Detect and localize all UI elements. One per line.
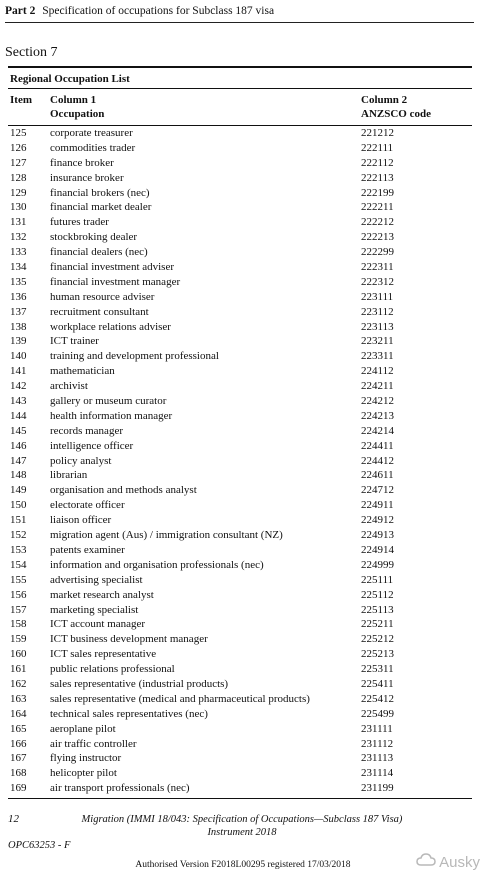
row-anzsco-code: 222113 bbox=[361, 171, 394, 184]
row-item-number: 155 bbox=[10, 573, 27, 586]
row-item-number: 127 bbox=[10, 156, 27, 169]
footer-divider bbox=[8, 798, 472, 799]
row-occupation: health information manager bbox=[50, 409, 173, 422]
table-row bbox=[8, 424, 472, 439]
row-occupation: market research analyst bbox=[50, 588, 154, 601]
row-occupation: ICT account manager bbox=[50, 618, 146, 631]
table-row bbox=[8, 156, 472, 171]
table-row bbox=[8, 677, 472, 692]
row-anzsco-code: 224214 bbox=[361, 424, 394, 437]
row-occupation: sales representative (medical and pharmaceutical products) bbox=[50, 692, 310, 705]
table-row bbox=[8, 632, 472, 647]
row-anzsco-code: 222211 bbox=[361, 201, 394, 214]
table-row bbox=[8, 260, 472, 275]
row-item-number: 165 bbox=[10, 722, 27, 735]
table-row bbox=[8, 334, 472, 349]
row-occupation: liaison officer bbox=[50, 514, 112, 527]
row-anzsco-code: 222111 bbox=[361, 141, 394, 154]
row-occupation: financial investment manager bbox=[50, 275, 181, 288]
footer-title-line-1: Migration (IMMI 18/043: Specification of Occupations—Subclass 187 Visa) bbox=[81, 814, 403, 825]
row-anzsco-code: 225311 bbox=[361, 663, 394, 676]
row-item-number: 138 bbox=[10, 320, 27, 333]
row-occupation: migration agent (Aus) / immigration consultant (NZ) bbox=[50, 529, 283, 542]
row-occupation: organisation and methods analyst bbox=[50, 484, 197, 497]
row-occupation: financial investment adviser bbox=[50, 261, 175, 274]
row-occupation: aeroplane pilot bbox=[50, 722, 116, 735]
row-item-number: 156 bbox=[10, 588, 27, 601]
row-occupation: recruitment consultant bbox=[50, 305, 149, 318]
row-occupation: intelligence officer bbox=[50, 439, 134, 452]
row-anzsco-code: 224611 bbox=[361, 469, 394, 482]
table-row bbox=[8, 215, 472, 230]
page-number: 12 bbox=[8, 813, 19, 825]
row-anzsco-code: 225412 bbox=[361, 692, 394, 705]
table-row bbox=[8, 349, 472, 364]
row-occupation: corporate treasurer bbox=[50, 127, 133, 139]
row-occupation: stockbroking dealer bbox=[50, 231, 138, 244]
row-item-number: 141 bbox=[10, 365, 27, 378]
table-row bbox=[8, 692, 472, 707]
table-row bbox=[8, 394, 472, 409]
row-anzsco-code: 231114 bbox=[361, 767, 394, 780]
row-item-number: 167 bbox=[10, 752, 27, 765]
row-occupation: commodities trader bbox=[50, 141, 136, 154]
row-occupation: marketing specialist bbox=[50, 603, 139, 616]
row-anzsco-code: 222199 bbox=[361, 186, 394, 199]
section-heading: Section 7 bbox=[5, 45, 58, 60]
row-occupation: flying instructor bbox=[50, 752, 122, 765]
row-occupation: workplace relations adviser bbox=[50, 320, 171, 333]
table-header-row bbox=[8, 89, 472, 108]
row-anzsco-code: 225111 bbox=[361, 573, 394, 586]
row-occupation: financial brokers (nec) bbox=[50, 186, 150, 199]
header-item: Item bbox=[10, 94, 32, 106]
row-anzsco-code: 225213 bbox=[361, 648, 394, 661]
row-occupation: technical sales representatives (nec) bbox=[50, 707, 208, 720]
row-anzsco-code: 224999 bbox=[361, 558, 394, 571]
row-anzsco-code: 224412 bbox=[361, 454, 394, 467]
row-item-number: 158 bbox=[10, 618, 27, 631]
row-item-number: 129 bbox=[10, 186, 27, 199]
table-row bbox=[8, 364, 472, 379]
table-row bbox=[8, 647, 472, 662]
row-occupation: financial market dealer bbox=[50, 201, 152, 214]
table-row bbox=[8, 468, 472, 483]
table-row bbox=[8, 409, 472, 424]
row-occupation: archivist bbox=[50, 380, 88, 393]
row-occupation: financial dealers (nec) bbox=[50, 246, 148, 259]
row-item-number: 142 bbox=[10, 380, 27, 393]
row-item-number: 137 bbox=[10, 305, 27, 318]
table-row bbox=[8, 200, 472, 215]
row-item-number: 148 bbox=[10, 469, 27, 482]
row-anzsco-code: 225112 bbox=[361, 588, 394, 601]
row-item-number: 169 bbox=[10, 782, 27, 795]
table-row bbox=[8, 513, 472, 528]
row-occupation: gallery or museum curator bbox=[50, 395, 167, 408]
row-occupation: mathematician bbox=[50, 365, 115, 378]
table-row bbox=[8, 617, 472, 632]
row-occupation: insurance broker bbox=[50, 171, 124, 184]
header-column-1: Column 1 bbox=[50, 94, 97, 106]
row-item-number: 161 bbox=[10, 663, 27, 676]
table-row bbox=[8, 707, 472, 722]
row-occupation: records manager bbox=[50, 424, 123, 437]
row-anzsco-code: 225212 bbox=[361, 633, 394, 646]
row-occupation: futures trader bbox=[50, 216, 109, 229]
row-occupation: public relations professional bbox=[50, 663, 175, 676]
row-occupation: sales representative (industrial products) bbox=[50, 677, 229, 690]
row-item-number: 140 bbox=[10, 350, 27, 363]
row-anzsco-code: 224914 bbox=[361, 543, 394, 556]
row-item-number: 164 bbox=[10, 707, 27, 720]
row-anzsco-code: 223311 bbox=[361, 350, 394, 363]
table-row bbox=[8, 543, 472, 558]
table-row bbox=[8, 737, 472, 752]
footer-title bbox=[62, 813, 422, 839]
row-occupation: librarian bbox=[50, 469, 88, 482]
header-title: Specification of occupations for Subclass 187 visa bbox=[42, 5, 275, 17]
row-anzsco-code: 224712 bbox=[361, 484, 394, 497]
header-part: Part 2 bbox=[5, 5, 36, 17]
row-item-number: 149 bbox=[10, 484, 27, 497]
row-anzsco-code: 224211 bbox=[361, 380, 394, 393]
row-item-number: 139 bbox=[10, 335, 27, 348]
row-item-number: 126 bbox=[10, 141, 27, 154]
table-row bbox=[8, 528, 472, 543]
row-item-number: 168 bbox=[10, 767, 27, 780]
row-anzsco-code: 225411 bbox=[361, 677, 394, 690]
header-divider bbox=[5, 22, 474, 23]
table-row bbox=[8, 141, 472, 156]
row-anzsco-code: 221212 bbox=[361, 127, 394, 139]
row-anzsco-code: 223211 bbox=[361, 335, 394, 348]
table-row bbox=[8, 662, 472, 677]
table-row bbox=[8, 722, 472, 737]
table-row bbox=[8, 379, 472, 394]
row-item-number: 135 bbox=[10, 275, 27, 288]
row-item-number: 154 bbox=[10, 558, 27, 571]
row-anzsco-code: 225113 bbox=[361, 603, 394, 616]
row-occupation: air traffic controller bbox=[50, 737, 137, 750]
table-subheader-row bbox=[8, 108, 472, 125]
row-occupation: ICT sales representative bbox=[50, 648, 157, 661]
row-anzsco-code: 231111 bbox=[361, 722, 393, 735]
row-occupation: finance broker bbox=[50, 156, 114, 169]
table-row bbox=[8, 483, 472, 498]
row-anzsco-code: 224213 bbox=[361, 409, 394, 422]
row-anzsco-code: 224913 bbox=[361, 529, 394, 542]
table-body bbox=[8, 126, 472, 796]
table-row bbox=[8, 454, 472, 469]
footer-title-line-2: Instrument 2018 bbox=[207, 827, 277, 838]
row-anzsco-code: 225211 bbox=[361, 618, 394, 631]
row-occupation: air transport professionals (nec) bbox=[50, 782, 190, 795]
row-anzsco-code: 224411 bbox=[361, 439, 394, 452]
row-anzsco-code: 224912 bbox=[361, 514, 394, 527]
row-occupation: ICT trainer bbox=[50, 335, 99, 348]
row-anzsco-code: 223111 bbox=[361, 290, 394, 303]
row-item-number: 160 bbox=[10, 648, 27, 661]
row-anzsco-code: 222311 bbox=[361, 261, 394, 274]
row-anzsco-code: 231112 bbox=[361, 737, 394, 750]
table-row bbox=[8, 245, 472, 260]
row-anzsco-code: 224911 bbox=[361, 499, 394, 512]
row-item-number: 132 bbox=[10, 231, 27, 244]
table-row bbox=[8, 498, 472, 513]
table-row bbox=[8, 751, 472, 766]
row-item-number: 152 bbox=[10, 529, 27, 542]
row-occupation: helicopter pilot bbox=[50, 767, 117, 780]
header-occupation: Occupation bbox=[50, 108, 105, 120]
row-occupation: policy analyst bbox=[50, 454, 112, 467]
row-anzsco-code: 223112 bbox=[361, 305, 394, 318]
row-anzsco-code: 231113 bbox=[361, 752, 394, 765]
table-row bbox=[8, 603, 472, 618]
table-row bbox=[8, 573, 472, 588]
row-anzsco-code: 224112 bbox=[361, 365, 394, 378]
table-row bbox=[8, 275, 472, 290]
row-item-number: 153 bbox=[10, 543, 27, 556]
row-item-number: 131 bbox=[10, 216, 27, 229]
row-item-number: 150 bbox=[10, 499, 27, 512]
cloud-icon bbox=[416, 852, 436, 872]
table-row bbox=[8, 588, 472, 603]
table-row bbox=[8, 305, 472, 320]
row-anzsco-code: 222213 bbox=[361, 231, 394, 244]
document-code: OPC63253 - F bbox=[8, 840, 71, 851]
row-anzsco-code: 223113 bbox=[361, 320, 394, 333]
header-anzsco-code: ANZSCO code bbox=[361, 108, 431, 120]
row-occupation: training and development professional bbox=[50, 350, 219, 363]
row-anzsco-code: 222212 bbox=[361, 216, 394, 229]
table-row bbox=[8, 171, 472, 186]
row-anzsco-code: 231199 bbox=[361, 782, 394, 795]
watermark-text: Ausky bbox=[439, 853, 480, 871]
row-item-number: 145 bbox=[10, 424, 27, 437]
table-row bbox=[8, 439, 472, 454]
header-column-2: Column 2 bbox=[361, 94, 408, 106]
table-row bbox=[8, 320, 472, 335]
table-row bbox=[8, 558, 472, 573]
row-anzsco-code: 224212 bbox=[361, 395, 394, 408]
occupation-table bbox=[8, 66, 472, 796]
row-item-number: 151 bbox=[10, 514, 27, 527]
row-item-number: 143 bbox=[10, 395, 27, 408]
row-item-number: 130 bbox=[10, 201, 27, 214]
row-item-number: 133 bbox=[10, 246, 27, 259]
table-row bbox=[8, 766, 472, 781]
table-row bbox=[8, 186, 472, 201]
row-item-number: 163 bbox=[10, 692, 27, 705]
table-title: Regional Occupation List bbox=[10, 73, 130, 85]
row-occupation: information and organisation professionals (nec) bbox=[50, 558, 264, 571]
row-occupation: patents examiner bbox=[50, 543, 125, 556]
row-anzsco-code: 222312 bbox=[361, 275, 394, 288]
row-item-number: 162 bbox=[10, 677, 27, 690]
row-anzsco-code: 225499 bbox=[361, 707, 394, 720]
row-item-number: 134 bbox=[10, 261, 27, 274]
row-item-number: 136 bbox=[10, 290, 27, 303]
row-occupation: human resource adviser bbox=[50, 290, 155, 303]
row-anzsco-code: 222299 bbox=[361, 246, 394, 259]
table-row bbox=[8, 290, 472, 305]
row-anzsco-code: 222112 bbox=[361, 156, 394, 169]
row-item-number: 128 bbox=[10, 171, 27, 184]
watermark bbox=[416, 852, 480, 872]
row-occupation: ICT business development manager bbox=[50, 633, 208, 646]
row-item-number: 125 bbox=[10, 127, 27, 139]
row-occupation: electorate officer bbox=[50, 499, 125, 512]
row-item-number: 147 bbox=[10, 454, 27, 467]
row-item-number: 157 bbox=[10, 603, 27, 616]
table-row bbox=[8, 781, 472, 796]
table-row bbox=[8, 126, 472, 141]
row-item-number: 144 bbox=[10, 409, 27, 422]
row-item-number: 159 bbox=[10, 633, 27, 646]
table-row bbox=[8, 230, 472, 245]
row-occupation: advertising specialist bbox=[50, 573, 143, 586]
row-item-number: 166 bbox=[10, 737, 27, 750]
page-header bbox=[5, 5, 274, 17]
row-item-number: 146 bbox=[10, 439, 27, 452]
authorised-version: Authorised Version F2018L00295 registered 17/03/2018 bbox=[135, 860, 351, 870]
